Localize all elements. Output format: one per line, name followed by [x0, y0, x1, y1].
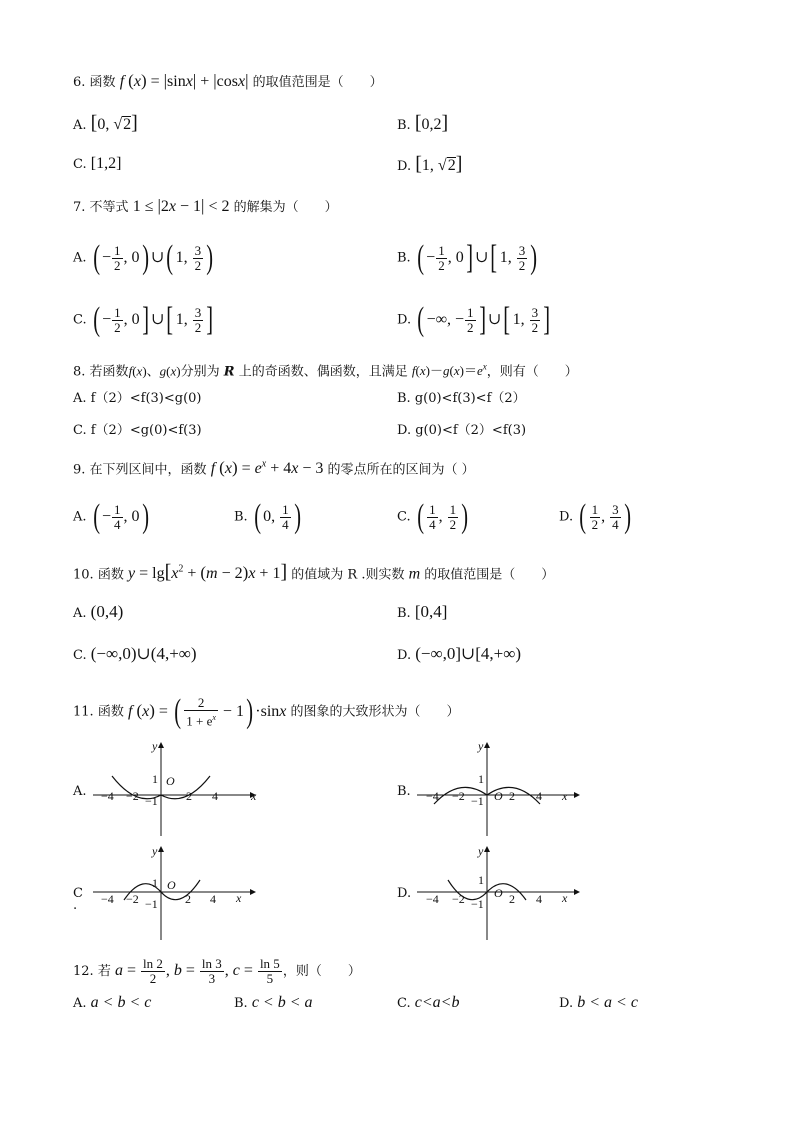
question-number: 6.: [73, 75, 86, 90]
formula: f (x) = |sinx| + |cosx|: [119, 71, 249, 90]
tick-two: 2: [509, 789, 515, 803]
tick-neg-one: −1: [471, 794, 484, 808]
option-formula: ( − $\frac{1}{2}$ , 0] ∪[ 1, $\frac{3}{2}$ ): [417, 239, 538, 276]
stem-text: 的解集为（ ）: [233, 200, 338, 215]
option-formula: ( −∞, − $\frac{1}{2}$ ] ∪[ 1, $\frac{3}{2}$ ]: [417, 301, 551, 338]
option-value: (−∞,0]∪[4,+∞): [415, 644, 522, 663]
option-value: c < b < a: [251, 994, 313, 1011]
tick-neg-four: −4: [101, 789, 114, 803]
option-formula: ( − $\frac{1}{2}$ , 0) ∪( 1, $\frac{3}{2}$ ): [92, 239, 214, 276]
option-label: C.: [73, 312, 87, 328]
question-number: 8.: [73, 364, 86, 380]
formula: R: [223, 364, 235, 380]
option-label: B.: [234, 996, 248, 1011]
bracket-close: ]: [116, 155, 122, 172]
tick-one: 1: [478, 772, 484, 786]
option-label: A.: [73, 250, 87, 266]
option-a[interactable]: [73, 500, 151, 534]
option-d[interactable]: [559, 994, 638, 1013]
y-label: y: [152, 844, 158, 858]
y-axis-arrow-icon: [158, 742, 164, 748]
option-formula: ( $\frac{1}{2}$ , $\frac{3}{4}$ ): [579, 498, 631, 535]
option-a-label[interactable]: A.: [73, 784, 87, 799]
option-label: C.: [397, 509, 411, 525]
option-d[interactable]: [397, 155, 462, 176]
option-label: C.: [397, 996, 411, 1011]
tick-two: 2: [509, 892, 515, 906]
origin-label: O: [166, 774, 175, 788]
option-formula: 1, √2: [421, 157, 456, 174]
x-axis-arrow-icon: [250, 889, 256, 895]
option-label: A.: [73, 996, 87, 1011]
option-c-label[interactable]: [73, 885, 83, 921]
option-formula: [: [90, 112, 98, 134]
option-b[interactable]: [397, 114, 448, 135]
stem-text: 分别为: [180, 364, 220, 380]
option-b-graph[interactable]: [412, 738, 582, 838]
option-value: [0,4]: [414, 602, 448, 621]
bracket-close: ]: [455, 153, 463, 175]
tick-one: 1: [478, 873, 484, 887]
y-label: y: [152, 739, 158, 753]
bracket-open: [: [90, 155, 97, 172]
stem-text: 函数: [97, 567, 124, 583]
bracket-close: ]: [441, 112, 449, 134]
origin-label: O: [494, 789, 503, 803]
option-value: a < b < c: [90, 994, 152, 1011]
option-c[interactable]: [397, 994, 459, 1013]
stem-text: 若函数: [89, 364, 129, 380]
x-axis-arrow-icon: [574, 889, 580, 895]
option-label: B.: [397, 250, 411, 266]
question-8-stem: [73, 358, 578, 381]
option-b[interactable]: B. g(0)<f(3)<f（2）: [397, 391, 526, 406]
option-label: D.: [559, 509, 574, 525]
option-label: A.: [73, 606, 87, 621]
option-a[interactable]: [73, 241, 215, 275]
stem-text: 在下列区间中，函数: [89, 462, 207, 478]
question-9-stem: [73, 456, 475, 479]
y-axis-arrow-icon: [484, 742, 490, 748]
option-c-graph[interactable]: [88, 842, 258, 942]
option-b-label[interactable]: B.: [397, 784, 411, 799]
bracket-open: [: [414, 112, 422, 134]
option-label: B.: [397, 118, 411, 133]
option-formula-body: 0, √2: [97, 116, 132, 133]
y-label: y: [478, 739, 484, 753]
option-label: D.: [397, 648, 412, 663]
option-c[interactable]: [73, 645, 197, 665]
stem-text: ，则（ ）: [282, 964, 361, 980]
question-number: 9.: [73, 462, 86, 478]
option-label: C.: [73, 157, 87, 172]
option-c[interactable]: [397, 500, 470, 534]
origin-label: O: [167, 878, 176, 892]
tick-four: 4: [210, 892, 216, 906]
x-label: x: [562, 891, 568, 905]
tick-one: 1: [152, 876, 158, 890]
stem-text: 的图象的大致形状为（ ）: [290, 704, 460, 720]
stem-text: 若: [97, 964, 111, 980]
tick-neg-four: −4: [426, 789, 439, 803]
formula: $f(x)-g(x)=e^x$: [411, 362, 487, 379]
question-11-stem: [73, 695, 460, 729]
stem-text: 函数: [89, 75, 116, 90]
origin-label: O: [494, 886, 503, 900]
option-a[interactable]: A. f（2）<f(3)<g(0): [73, 391, 202, 406]
formula: f(x)、g(x): [128, 363, 181, 379]
question-7-stem: [73, 197, 338, 217]
option-label: D.: [559, 996, 574, 1011]
option-d[interactable]: D. g(0)<f（2）<f(3): [397, 423, 527, 438]
option-d[interactable]: [397, 303, 552, 337]
bracket-open: [: [415, 153, 422, 175]
tick-one: 1: [152, 772, 158, 786]
option-label: B.: [397, 606, 411, 621]
stem-text: 的取值范围是（ ）: [424, 567, 555, 583]
question-12-stem: [73, 957, 361, 986]
tick-four: 4: [212, 789, 218, 803]
option-formula: ( − $\frac{1}{4}$ , 0): [92, 498, 149, 535]
formula: f (x) = ( $\frac{2}{1 + e^x}$ − 1) ·sinx: [127, 693, 287, 730]
option-b[interactable]: [234, 994, 313, 1013]
tick-neg-two: −2: [126, 789, 139, 803]
formula: f $(x) = e^x + 4x - 3$: [210, 458, 324, 478]
question-6-stem: [73, 72, 383, 92]
option-label: D.: [397, 159, 412, 174]
x-label: x: [251, 789, 257, 803]
option-a[interactable]: [73, 603, 123, 623]
stem-text: 的值域为 R .则实数: [291, 567, 405, 583]
tick-four: 4: [536, 789, 542, 803]
stem-text: 的零点所在的区间为（ ）: [327, 462, 475, 478]
option-value: (−∞,0)∪(4,+∞): [90, 644, 197, 663]
option-value: 0,2: [421, 116, 442, 133]
option-label: C: [73, 886, 83, 901]
option-a-graph[interactable]: [88, 738, 258, 838]
option-b[interactable]: [397, 241, 540, 275]
question-number: 10.: [73, 567, 94, 583]
option-dot: .: [73, 898, 78, 913]
tick-neg-two: −2: [452, 789, 465, 803]
option-value: (0,4): [90, 602, 124, 621]
tick-neg-one: −1: [471, 897, 484, 911]
tick-two: 2: [186, 789, 192, 803]
x-label: x: [236, 891, 242, 905]
formula: 1 ≤ |2x − 1| < 2: [132, 196, 230, 215]
tick-two: 2: [185, 892, 191, 906]
formula: a = $\frac{\ln 2}{2}$ , b = $\frac{\ln 3}{3}$ , c = $\frac{\ln 5}{5}$: [114, 956, 280, 986]
y-axis-arrow-icon: [158, 846, 164, 852]
x-axis-arrow-icon: [574, 792, 580, 798]
stem-text: 函数: [97, 704, 124, 720]
tick-neg-one: −1: [145, 897, 158, 911]
option-label: A.: [73, 509, 87, 525]
tick-neg-one: −1: [145, 794, 158, 808]
option-label: C.: [73, 648, 87, 663]
option-c[interactable]: [73, 155, 121, 174]
option-formula: ( − $\frac{1}{2}$ , 0] ∪[ 1, $\frac{3}{2}$ ]: [93, 301, 214, 338]
question-number: 11.: [73, 704, 94, 720]
formula: $y = \lg[x^2 + (m - 2)x + 1]$: [127, 561, 288, 584]
option-formula: ( 0, $\frac{1}{4}$ ): [254, 498, 301, 535]
option-b[interactable]: [397, 603, 447, 623]
tick-neg-four: −4: [426, 892, 439, 906]
option-label: D.: [397, 312, 412, 328]
stem-text: ，则有（ ）: [486, 364, 578, 380]
tick-neg-two: −2: [452, 892, 465, 906]
option-formula: ( $\frac{1}{4}$ , $\frac{1}{2}$ ): [417, 498, 469, 535]
stem-text: 不等式: [89, 200, 129, 215]
x-label: x: [562, 789, 568, 803]
stem-text: 的取值范围是（ ）: [252, 75, 383, 90]
option-c[interactable]: [73, 303, 216, 337]
question-10-stem: [73, 561, 554, 584]
tick-four: 4: [536, 892, 542, 906]
option-formula-close: ]: [131, 112, 138, 134]
option-a[interactable]: [73, 994, 151, 1013]
tick-neg-two: −2: [126, 892, 139, 906]
option-value: 1,2: [96, 155, 117, 172]
option-value: c<a<b: [414, 994, 460, 1011]
option-a[interactable]: [73, 114, 138, 135]
formula: m: [408, 565, 421, 583]
option-d-label[interactable]: D.: [397, 886, 412, 901]
stem-text: 上的奇函数、偶函数，且满足: [238, 364, 408, 380]
option-d-graph[interactable]: [412, 842, 582, 942]
option-label: B.: [234, 509, 248, 525]
tick-neg-four: −4: [101, 892, 114, 906]
y-axis-arrow-icon: [484, 846, 490, 852]
question-number: 12.: [73, 964, 94, 980]
option-value: b < a < c: [577, 994, 638, 1011]
option-c[interactable]: C. f（2）<g(0)<f(3): [73, 423, 202, 438]
y-label: y: [478, 844, 484, 858]
option-b[interactable]: [234, 500, 303, 534]
option-d[interactable]: [397, 645, 521, 665]
question-number: 7.: [73, 200, 86, 215]
option-label: A.: [73, 118, 87, 133]
option-d[interactable]: [559, 500, 633, 534]
